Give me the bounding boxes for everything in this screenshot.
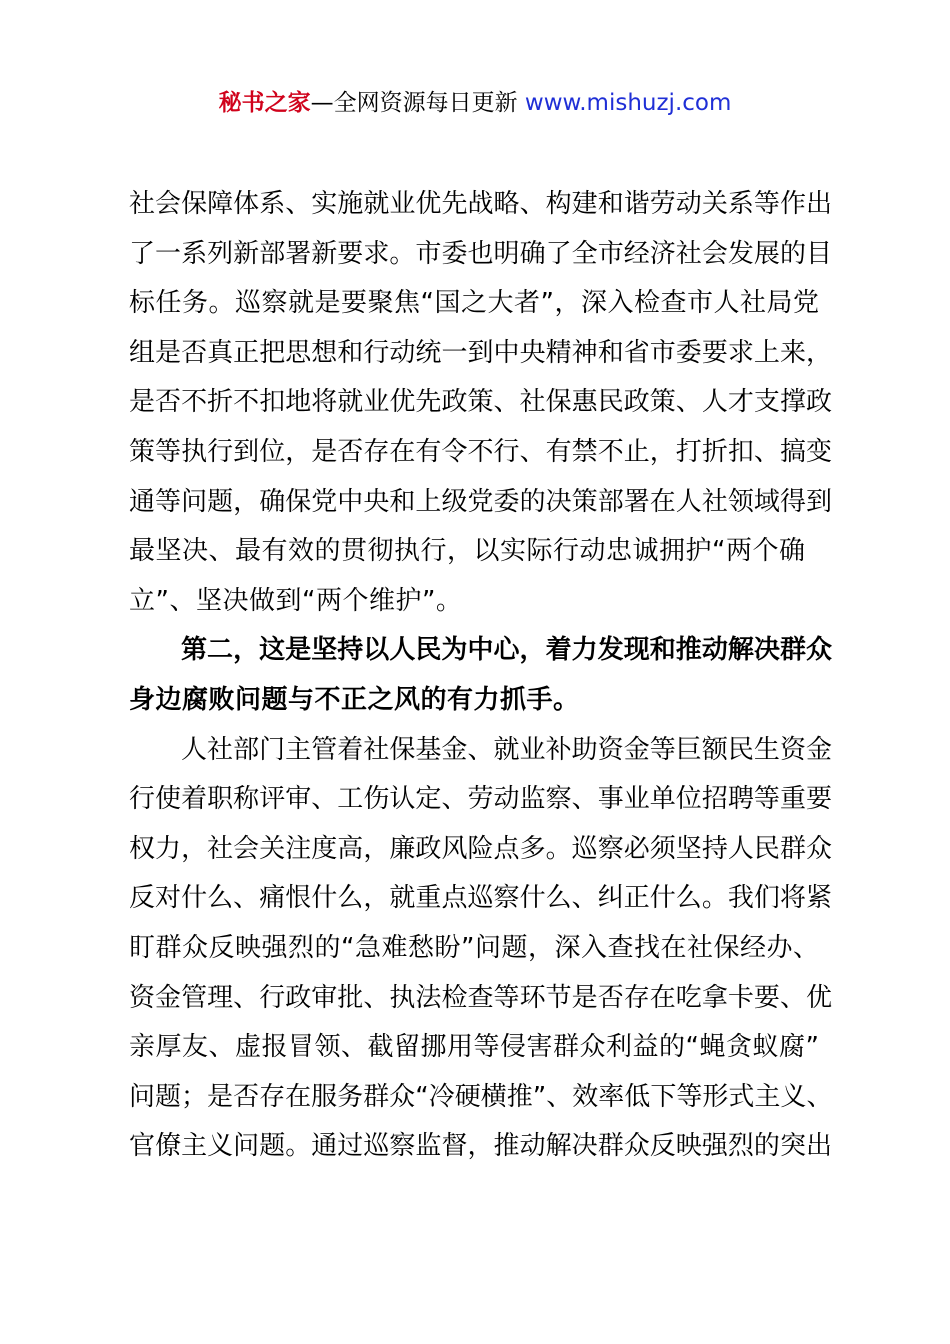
- paragraph-line: 行使着职称评审、工伤认定、劳动监察、事业单位招聘等重要: [129, 784, 833, 815]
- section-heading-line: 第二，这是坚持以人民为中心，着力发现和推动解决群众: [181, 635, 833, 666]
- paragraph-line: 盯群众反映强烈的“急难愁盼”问题，深入查找在社保经办、: [129, 932, 820, 963]
- brand-name: 秘书之家: [218, 90, 311, 116]
- header-tagline: —全网资源每日更新: [310, 90, 525, 116]
- paragraph-line: 最坚决、最有效的贯彻执行，以实际行动忠诚拥护“两个确: [129, 536, 806, 567]
- paragraph-line: 标任务。巡察就是要聚焦“国之大者”，深入检查市人社局党: [129, 288, 820, 319]
- paragraph-line: 通等问题，确保党中央和上级党委的决策部署在人社领域得到: [129, 486, 833, 517]
- website-url[interactable]: www.mishuzj.com: [524, 90, 732, 116]
- paragraph-line: 资金管理、行政审批、执法检查等环节是否存在吃拿卡要、优: [129, 982, 833, 1013]
- paragraph-line: 社会保障体系、实施就业优先战略、构建和谐劳动关系等作出: [129, 189, 833, 219]
- paragraph-line: 策等执行到位，是否存在有令不行、有禁不止，打折扣、搞变: [129, 436, 833, 467]
- paragraph-line: 是否不折不扣地将就业优先政策、社保惠民政策、人才支撑政: [129, 387, 833, 418]
- page-header: [0, 86, 950, 120]
- document-body: [129, 180, 833, 1172]
- paragraph-line: 立”、坚决做到“两个维护”。: [129, 585, 463, 616]
- paragraph-line: 了一系列新部署新要求。市委也明确了全市经济社会发展的目: [129, 238, 833, 269]
- paragraph-line: 组是否真正把思想和行动统一到中央精神和省市委要求上来，: [129, 337, 833, 368]
- paragraph-line: 人社部门主管着社保基金、就业补助资金等巨额民生资金: [181, 734, 833, 765]
- paragraph-line: 问题；是否存在服务群众“冷硬横推”、效率低下等形式主义、: [129, 1081, 833, 1112]
- paragraph-line: 权力，社会关注度高，廉政风险点多。巡察必须坚持人民群众: [129, 833, 833, 864]
- paragraph-line: 亲厚友、虚报冒领、截留挪用等侵害群众利益的“蝇贪蚁腐”: [129, 1032, 820, 1063]
- paragraph-line: 反对什么、痛恨什么，就重点巡察什么、纠正什么。我们将紧: [129, 883, 833, 914]
- section-heading-line: 身边腐败问题与不正之风的有力抓手。: [129, 684, 580, 715]
- paragraph-line: 官僚主义问题。通过巡察监督，推动解决群众反映强烈的突出: [129, 1131, 833, 1162]
